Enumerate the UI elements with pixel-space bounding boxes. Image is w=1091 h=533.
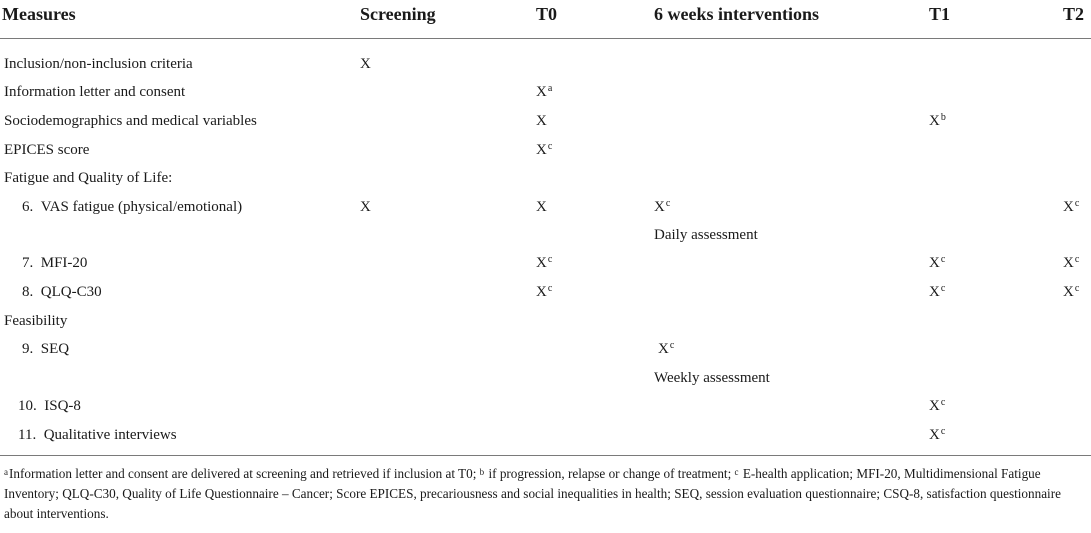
table-row	[0, 425, 1091, 453]
cell-t2	[1063, 253, 1079, 273]
cell-value: X	[536, 84, 547, 100]
cell-footnote-marker: c	[547, 141, 553, 152]
cell-value: X	[1063, 255, 1074, 271]
table-row	[0, 111, 1091, 139]
table-row	[0, 282, 1091, 310]
row-label: 11. Qualitative interviews	[18, 427, 177, 443]
cell-value: X	[929, 427, 940, 443]
footnote-text-c: E-health application; MFI-20, Multidimensional Fatigue Inventory; QLQ-C30, Quality of Life Questionnaire – Cancer; Score EPICES, precariousness and social inequalities in health; SEQ, session evaluation questionnaire; CSQ-8, satisfaction questionnaire about interventions.	[4, 466, 1061, 521]
cell-t2	[1063, 197, 1079, 217]
table-row	[0, 82, 1091, 110]
footnote-text-b: if progression, relapse or change of treatment;	[485, 466, 735, 481]
row-label: Information letter and consent	[4, 84, 186, 100]
cell-footnote-marker: c	[547, 283, 553, 294]
cell-t0	[536, 197, 547, 217]
header-interventions: 6 weeks interventions	[654, 4, 819, 24]
table-row	[0, 140, 1091, 168]
table-row	[0, 253, 1091, 281]
cell-footnote-marker: a	[547, 83, 553, 94]
header-t2: T2	[1063, 4, 1085, 24]
row-label: Sociodemographics and medical variables	[4, 113, 257, 129]
table-row	[0, 368, 1091, 396]
row-label: Fatigue and Quality of Life:	[4, 170, 173, 186]
row-label: 6. VAS fatigue (physical/emotional)	[22, 199, 243, 215]
table-row	[0, 54, 1091, 82]
row-label: 9. SEQ	[22, 341, 70, 357]
cell-screening	[360, 54, 371, 74]
cell-footnote-marker: c	[1074, 198, 1080, 209]
cell-t0	[536, 140, 552, 160]
table-row	[0, 311, 1091, 339]
table-row	[0, 339, 1091, 367]
header-t1: T1	[929, 4, 951, 24]
cell-t1	[929, 282, 945, 302]
row-label: Inclusion/non-inclusion criteria	[4, 56, 193, 72]
cell-footnote-marker: c	[1074, 283, 1080, 294]
footnote-text-a: Information letter and consent are delivered at screening and retrieved if inclusion at T0;	[9, 466, 480, 481]
cell-footnote-marker: c	[940, 283, 946, 294]
cell-interventions	[654, 368, 770, 388]
cell-footnote-marker: c	[940, 426, 946, 437]
row-label: Feasibility	[4, 313, 68, 329]
cell-footnote-marker: c	[665, 198, 671, 209]
cell-t1	[929, 253, 945, 273]
table-header-row	[0, 2, 1091, 30]
cell-footnote-marker: b	[940, 112, 946, 123]
cell-t1	[929, 111, 946, 131]
cell-screening	[360, 197, 371, 217]
header-rule	[0, 38, 1091, 39]
cell-value: X	[929, 113, 940, 129]
row-label: 7. MFI-20	[22, 255, 88, 271]
cell-t0	[536, 111, 547, 131]
row-label: EPICES score	[4, 142, 90, 158]
cell-value: X	[929, 284, 940, 300]
cell-value: X	[929, 255, 940, 271]
cell-interventions	[654, 225, 758, 245]
cell-value: X	[360, 56, 371, 72]
cell-t1	[929, 396, 945, 416]
cell-value: X	[536, 284, 547, 300]
cell-value: Daily assessment	[654, 227, 758, 243]
cell-value: Weekly assessment	[654, 370, 770, 386]
row-label: 10. ISQ-8	[18, 398, 81, 414]
footnote-sup-a: a	[4, 467, 8, 477]
cell-value: X	[536, 142, 547, 158]
cell-value: X	[536, 199, 547, 215]
cell-footnote-marker: c	[1074, 254, 1080, 265]
cell-value: X	[1063, 284, 1074, 300]
cell-interventions	[658, 339, 674, 359]
cell-t0	[536, 82, 552, 102]
header-measures: Measures	[2, 4, 76, 24]
cell-value: X	[536, 255, 547, 271]
cell-footnote-marker: c	[547, 254, 553, 265]
table-row	[0, 197, 1091, 225]
cell-interventions	[654, 197, 670, 217]
cell-value: X	[654, 199, 665, 215]
cell-value: X	[929, 398, 940, 414]
bottom-rule	[0, 455, 1091, 456]
cell-t1	[929, 425, 945, 445]
cell-footnote-marker: c	[940, 254, 946, 265]
row-label: 8. QLQ-C30	[22, 284, 102, 300]
table-row	[0, 225, 1091, 253]
header-screening: Screening	[360, 4, 436, 24]
header-t0: T0	[536, 4, 558, 24]
cell-footnote-marker: c	[669, 340, 675, 351]
cell-footnote-marker: c	[940, 397, 946, 408]
table-row	[0, 168, 1091, 196]
cell-value: X	[658, 341, 669, 357]
cell-value: X	[536, 113, 547, 129]
cell-value: X	[1063, 199, 1074, 215]
cell-t2	[1063, 282, 1079, 302]
cell-t0	[536, 282, 552, 302]
table-footnote	[4, 464, 1087, 524]
cell-t0	[536, 253, 552, 273]
footnote-sup-b: b	[479, 467, 485, 477]
cell-value: X	[360, 199, 371, 215]
footnote-sup-c: c	[734, 467, 739, 477]
table-row	[0, 396, 1091, 424]
